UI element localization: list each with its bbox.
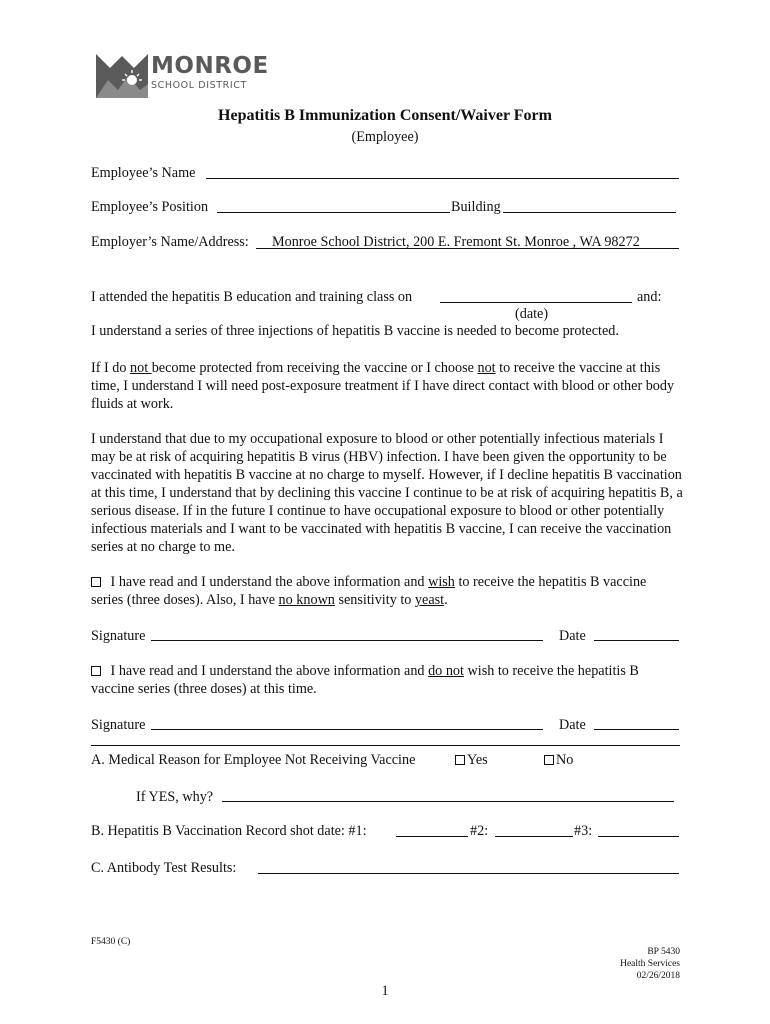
revision-date: 02/26/2018 (636, 971, 680, 981)
form-number: F5430 (C) (91, 937, 131, 947)
medical-why-label: If YES, why? (136, 789, 214, 805)
medical-reason-label: A. Medical Reason for Employee Not Receiving Vaccine (91, 752, 416, 768)
date-line-consent[interactable] (594, 640, 679, 641)
training-line1: I attended the hepatitis B education and training class on (91, 289, 413, 305)
training-and: and: (637, 289, 662, 305)
policy-number: BP 5430 (647, 947, 680, 957)
date-line-decline[interactable] (594, 729, 679, 730)
consent-checkbox[interactable] (91, 577, 101, 587)
form-title: Hepatitis B Immunization Consent/Waiver Form (218, 107, 552, 124)
employee-name-line[interactable] (206, 178, 679, 179)
employee-position-label: Employee’s Position (91, 199, 209, 215)
logo (96, 50, 269, 98)
training-date-line[interactable] (440, 302, 632, 303)
form-subtitle: (Employee) (351, 129, 419, 145)
shot2-label: #2: (470, 823, 489, 839)
medical-why-line[interactable] (222, 801, 674, 802)
yes-checkbox[interactable] (455, 755, 465, 765)
training-line2: I understand a series of three injections of hepatitis B vaccine is needed to become protected. (91, 323, 619, 339)
building-line[interactable] (503, 212, 676, 213)
section-divider (91, 745, 680, 746)
logo-name: MONROE (151, 53, 269, 79)
department: Health Services (620, 959, 680, 969)
medical-no-option[interactable]: No (544, 751, 573, 769)
logo-subtitle: SCHOOL DISTRICT (151, 80, 247, 91)
decline-checkbox[interactable] (91, 666, 101, 676)
signature-label-decline: Signature (91, 717, 146, 733)
shot2-line[interactable] (495, 836, 573, 837)
antibody-label: C. Antibody Test Results: (91, 860, 237, 876)
training-date-caption: (date) (515, 306, 549, 322)
consent-statement: I have read and I understand the above information and wish to receive the hepatitis B vaccine series (three doses). Also, I have no known sensitivity to yeast. (91, 574, 647, 608)
shot3-line[interactable] (598, 836, 679, 837)
signature-label-consent: Signature (91, 628, 146, 644)
shot3-label: #3: (574, 823, 593, 839)
signature-line-decline[interactable] (151, 729, 543, 730)
medical-yes-option[interactable]: Yes (455, 751, 488, 769)
employer-value: Monroe School District, 200 E. Fremont St. Monroe , WA 98272 (272, 234, 640, 250)
employer-line (256, 248, 679, 249)
employee-position-line[interactable] (217, 212, 450, 213)
vaccination-record-label: B. Hepatitis B Vaccination Record shot date: #1: (91, 823, 367, 839)
no-checkbox[interactable] (544, 755, 554, 765)
protection-paragraph: If I do not become protected from receiving the vaccine or I choose not to receive the vaccine at this time, I understand I will need post-exposure treatment if I have direct contact with blood or other body fluids at work. (91, 360, 675, 412)
antibody-line[interactable] (258, 873, 679, 874)
date-label-decline: Date (559, 717, 586, 733)
risk-paragraph: I understand that due to my occupational exposure to blood or other potentially infectious materials I may be at risk of acquiring hepatitis B virus (HBV) infection. I have been given the opportunity to be vaccinated with hepatitis B vaccine at no charge to myself. However, if I decline hepatitis B vaccination at this time, I understand that by declining this vaccine I continue to be at risk of acquiring hepatitis B, a serious disease. If in the future I continue to have occupational exposure to blood or other potentially infectious materials and I want to be vaccinated with hepatitis B vaccine, I can receive the vaccination series at no charge to me. (91, 431, 683, 555)
mountain-sun-icon (96, 50, 148, 98)
page-number: 1 (381, 983, 389, 999)
employer-label: Employer’s Name/Address: (91, 234, 249, 250)
employee-name-label: Employee’s Name (91, 165, 196, 181)
date-label-consent: Date (559, 628, 586, 644)
decline-statement: I have read and I understand the above information and do not wish to receive the hepatitis B vaccine series (three doses) at this time. (91, 663, 639, 697)
signature-line-consent[interactable] (151, 640, 543, 641)
shot1-line[interactable] (396, 836, 468, 837)
building-label: Building (451, 199, 501, 215)
